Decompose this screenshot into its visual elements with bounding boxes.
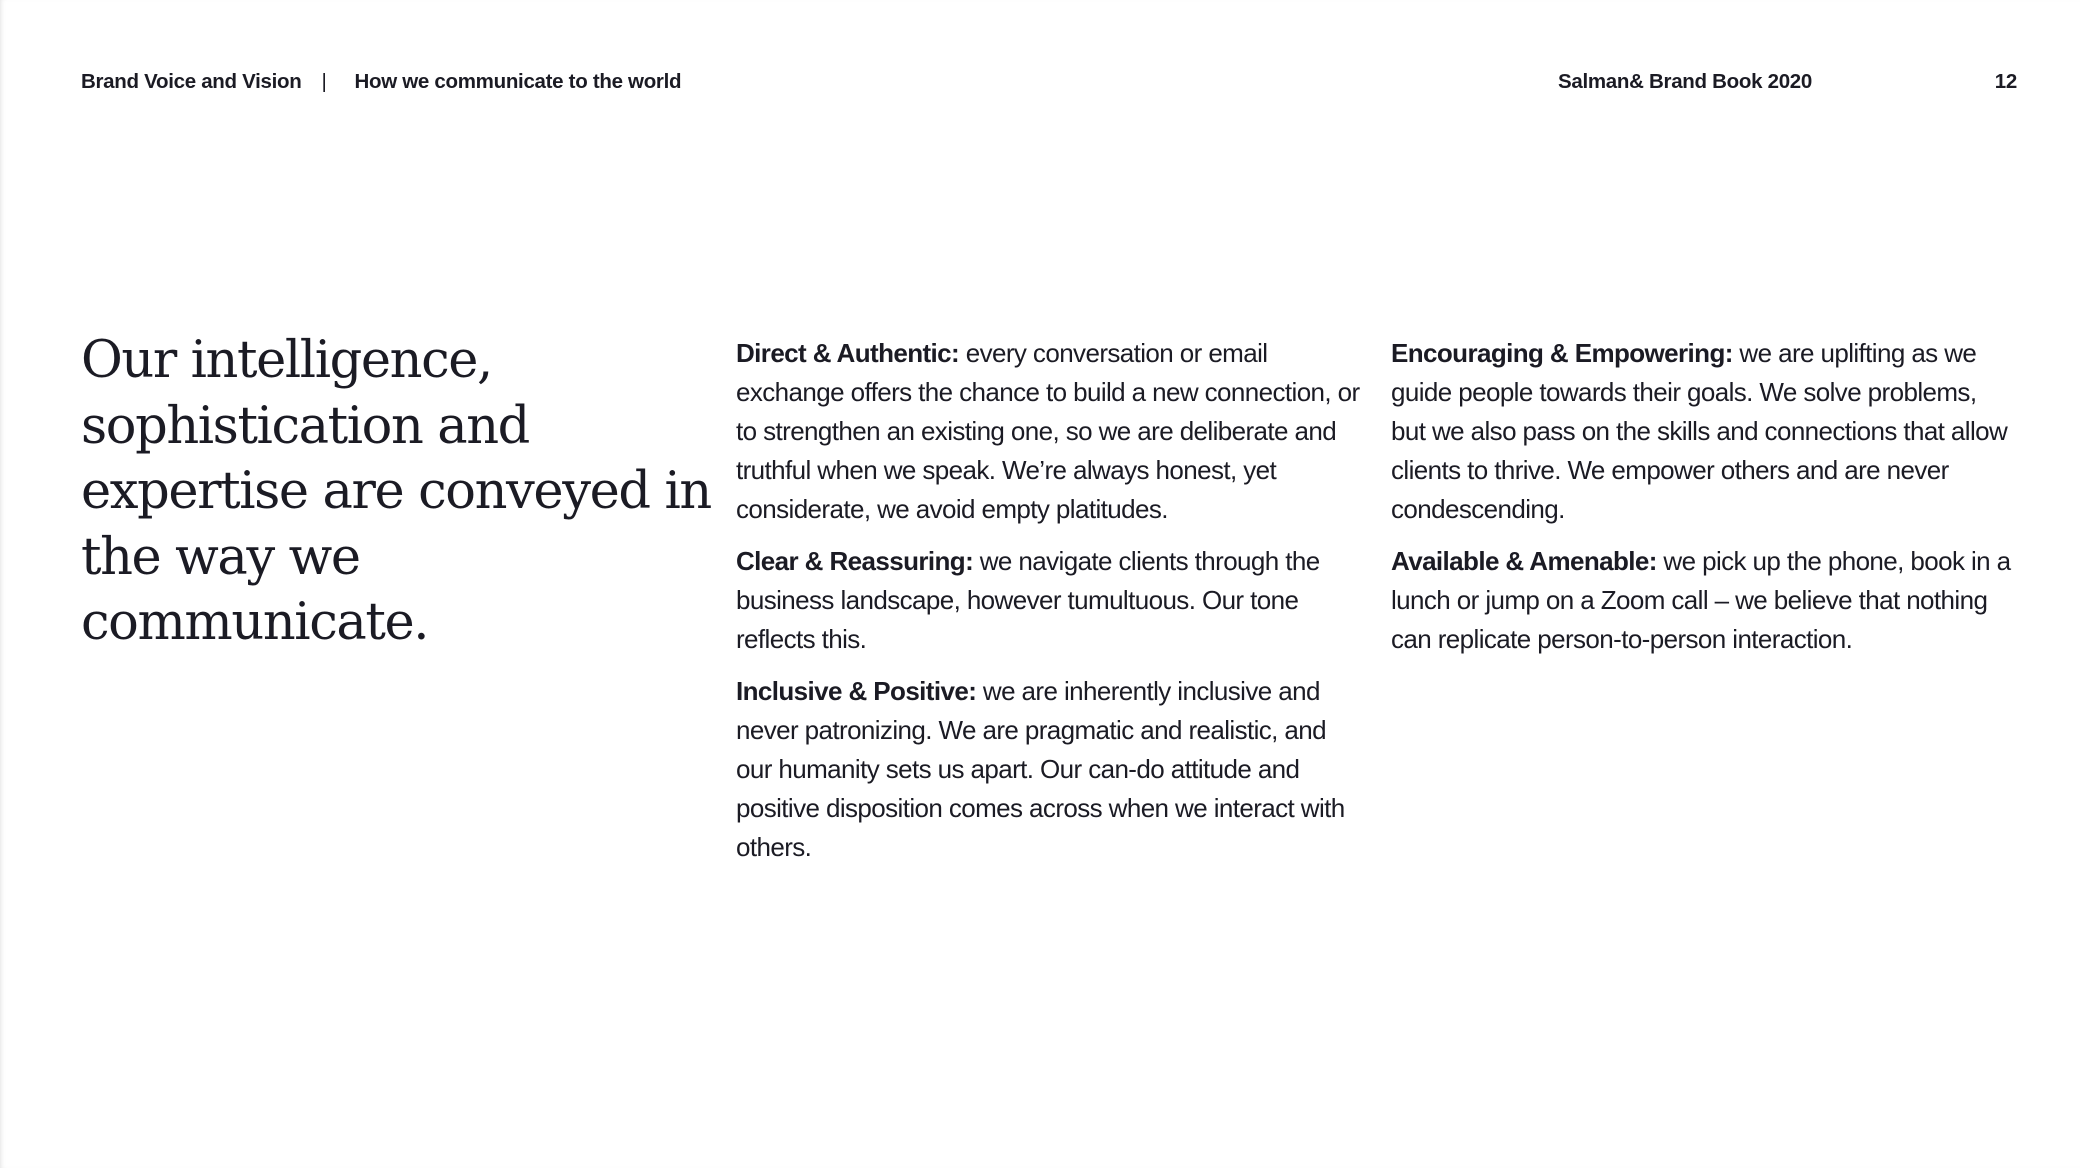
trait-description: we navigate clients through the business landscape, however tumultuous. Our tone reflects this. — [736, 546, 1320, 654]
trait-description: we are uplifting as we guide people towards their goals. We solve problems, but we also pass on the skills and connections that allow clients to thrive. We empower others and are never condescending. — [1391, 338, 2008, 524]
trait-inclusive-positive — [736, 672, 1361, 867]
page-headline: Our intelligence, sophistication and expertise are conveyed in the way we communicate. — [81, 331, 711, 652]
book-title: Salman& Brand Book 2020 — [1558, 70, 1812, 93]
trait-clear-reassuring — [736, 542, 1361, 659]
breadcrumb — [81, 70, 681, 94]
trait-term: Direct & Authentic: — [736, 338, 960, 368]
traits-column-right — [1391, 334, 2016, 672]
subsection-title: How we communicate to the world — [354, 70, 682, 93]
trait-direct-authentic — [736, 334, 1361, 529]
trait-term: Encouraging & Empowering: — [1391, 338, 1733, 368]
trait-encouraging-empowering — [1391, 334, 2016, 529]
page-header — [81, 70, 2017, 100]
breadcrumb-separator: | — [321, 70, 327, 93]
traits-column-left — [736, 334, 1361, 880]
trait-term: Available & Amenable: — [1391, 546, 1657, 576]
trait-description: we are inherently inclusive and never patronizing. We are pragmatic and realistic, and our humanity sets us apart. Our can-do attitude and positive disposition comes across when we interact with others. — [736, 676, 1345, 862]
trait-description: every conversation or email exchange offers the chance to build a new connection, or to strengthen an existing one, so we are deliberate and truthful when we speak. We’re always honest, yet considerate, we avoid empty platitudes. — [736, 338, 1360, 524]
trait-term: Clear & Reassuring: — [736, 546, 974, 576]
trait-term: Inclusive & Positive: — [736, 676, 977, 706]
section-title: Brand Voice and Vision — [81, 70, 302, 93]
trait-available-amenable — [1391, 542, 2016, 659]
trait-description: we pick up the phone, book in a lunch or jump on a Zoom call – we believe that nothing can replicate person-to-person interaction. — [1391, 546, 2011, 654]
page-number: 12 — [1994, 70, 2017, 93]
